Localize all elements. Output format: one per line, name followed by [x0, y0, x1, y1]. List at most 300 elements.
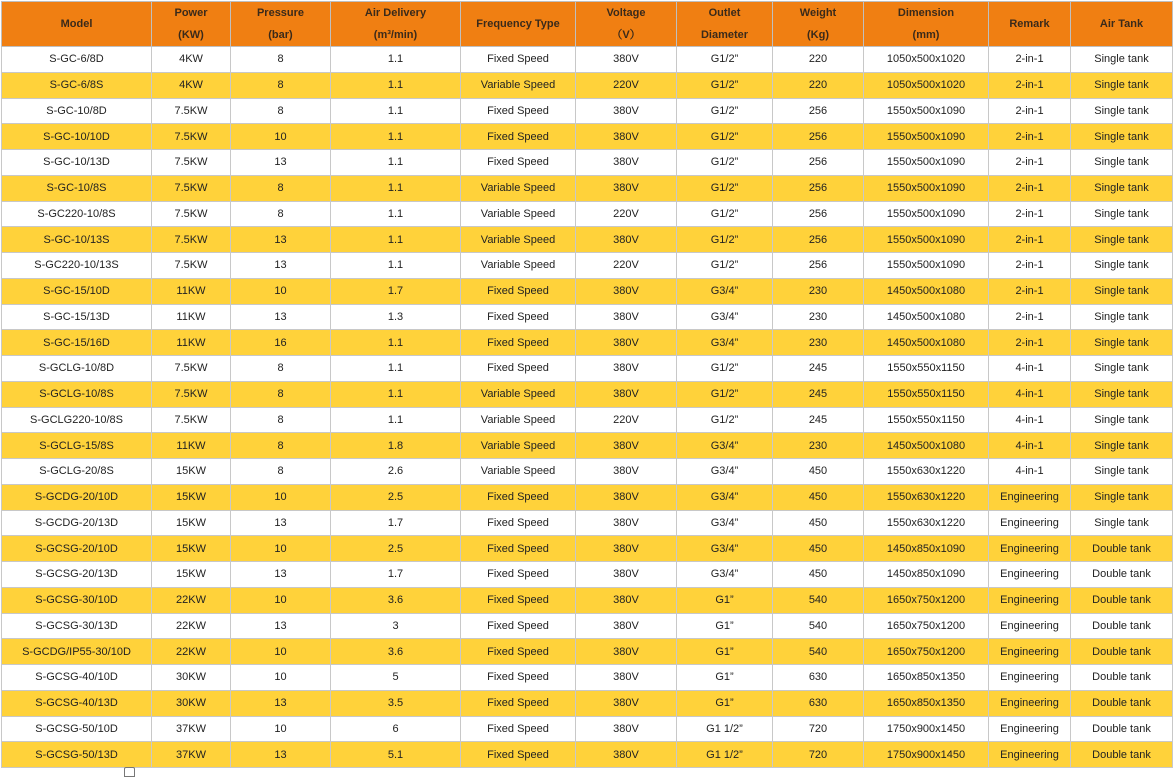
- cell-air-tank: Single tank: [1071, 381, 1173, 407]
- cell-pressure: 10: [231, 484, 331, 510]
- cell-weight: 256: [773, 227, 864, 253]
- cell-frequency-type: Fixed Speed: [461, 304, 576, 330]
- cell-air-tank: Single tank: [1071, 175, 1173, 201]
- cell-power: 11KW: [152, 278, 231, 304]
- cell-outlet-diameter: G3/4”: [677, 459, 773, 485]
- cell-remark: 2-in-1: [989, 47, 1071, 73]
- cell-pressure: 8: [231, 98, 331, 124]
- table-row: [2, 304, 1173, 330]
- cell-air-tank: Double tank: [1071, 639, 1173, 665]
- cell-dimension: 1550x500x1090: [864, 98, 989, 124]
- cell-power: 15KW: [152, 459, 231, 485]
- cell-remark: Engineering: [989, 587, 1071, 613]
- column-header-unit: Diameter: [700, 29, 749, 41]
- cell-air-tank: Single tank: [1071, 510, 1173, 536]
- table-row: [2, 330, 1173, 356]
- cell-frequency-type: Variable Speed: [461, 433, 576, 459]
- cell-power: 7.5KW: [152, 227, 231, 253]
- cell-voltage: 380V: [576, 510, 677, 536]
- cell-frequency-type: Fixed Speed: [461, 639, 576, 665]
- table-row: [2, 381, 1173, 407]
- cell-voltage: 380V: [576, 562, 677, 588]
- cell-air-tank: Single tank: [1071, 459, 1173, 485]
- cell-remark: Engineering: [989, 716, 1071, 742]
- cell-weight: 630: [773, 690, 864, 716]
- table-row: [2, 433, 1173, 459]
- cell-dimension: 1650x750x1200: [864, 587, 989, 613]
- cell-voltage: 380V: [576, 433, 677, 459]
- table-body: [2, 47, 1173, 768]
- cell-model: S-GC-10/13S: [2, 227, 152, 253]
- cell-model: S-GCLG-10/8D: [2, 356, 152, 382]
- cell-model: S-GC-15/13D: [2, 304, 152, 330]
- cell-air-delivery: 1.1: [331, 98, 461, 124]
- cell-model: S-GC220-10/8S: [2, 201, 152, 227]
- cell-power: 7.5KW: [152, 253, 231, 279]
- cell-pressure: 13: [231, 510, 331, 536]
- cell-weight: 450: [773, 484, 864, 510]
- column-header-label: Pressure: [256, 7, 305, 19]
- cell-model: S-GCDG-20/10D: [2, 484, 152, 510]
- cell-weight: 230: [773, 304, 864, 330]
- cell-air-tank: Single tank: [1071, 253, 1173, 279]
- cell-remark: 2-in-1: [989, 304, 1071, 330]
- cell-pressure: 13: [231, 304, 331, 330]
- column-header-unit: (m³/min): [373, 29, 418, 41]
- table-row: [2, 587, 1173, 613]
- cell-weight: 540: [773, 639, 864, 665]
- column-header-dimension: [864, 2, 989, 47]
- cell-pressure: 10: [231, 536, 331, 562]
- cell-voltage: 380V: [576, 381, 677, 407]
- cell-air-tank: Single tank: [1071, 72, 1173, 98]
- cell-air-tank: Double tank: [1071, 536, 1173, 562]
- cell-pressure: 10: [231, 639, 331, 665]
- cell-outlet-diameter: G1/2”: [677, 356, 773, 382]
- table-row: [2, 124, 1173, 150]
- cell-weight: 256: [773, 150, 864, 176]
- table-row: [2, 613, 1173, 639]
- cell-voltage: 220V: [576, 407, 677, 433]
- table-row: [2, 47, 1173, 73]
- cell-remark: Engineering: [989, 665, 1071, 691]
- table-row: [2, 639, 1173, 665]
- cell-remark: Engineering: [989, 510, 1071, 536]
- cell-air-tank: Single tank: [1071, 47, 1173, 73]
- cell-pressure: 13: [231, 150, 331, 176]
- cell-air-delivery: 5.1: [331, 742, 461, 768]
- cell-model: S-GCSG-50/13D: [2, 742, 152, 768]
- cell-outlet-diameter: G1/2”: [677, 175, 773, 201]
- cell-air-tank: Single tank: [1071, 304, 1173, 330]
- cell-pressure: 8: [231, 407, 331, 433]
- cell-air-delivery: 1.1: [331, 72, 461, 98]
- cell-air-delivery: 1.1: [331, 407, 461, 433]
- cell-voltage: 220V: [576, 72, 677, 98]
- cell-weight: 230: [773, 330, 864, 356]
- cell-dimension: 1550x550x1150: [864, 356, 989, 382]
- cell-air-delivery: 1.1: [331, 227, 461, 253]
- cell-model: S-GCSG-30/13D: [2, 613, 152, 639]
- cell-outlet-diameter: G1/2”: [677, 124, 773, 150]
- cell-voltage: 380V: [576, 742, 677, 768]
- cell-pressure: 13: [231, 690, 331, 716]
- cell-model: S-GC-10/10D: [2, 124, 152, 150]
- column-header-unit: (KW): [178, 29, 204, 41]
- cell-frequency-type: Fixed Speed: [461, 124, 576, 150]
- cell-air-delivery: 1.1: [331, 330, 461, 356]
- cell-dimension: 1450x850x1090: [864, 536, 989, 562]
- cell-power: 7.5KW: [152, 124, 231, 150]
- cell-model: S-GCLG-20/8S: [2, 459, 152, 485]
- cell-frequency-type: Fixed Speed: [461, 150, 576, 176]
- cell-pressure: 13: [231, 562, 331, 588]
- table-row: [2, 201, 1173, 227]
- cell-voltage: 380V: [576, 587, 677, 613]
- cell-air-delivery: 3.5: [331, 690, 461, 716]
- cell-pressure: 8: [231, 459, 331, 485]
- column-header-label: Weight: [799, 7, 837, 19]
- cell-outlet-diameter: G1 1/2”: [677, 742, 773, 768]
- column-header-label: Frequency Type: [476, 18, 560, 30]
- cell-dimension: 1550x500x1090: [864, 227, 989, 253]
- cell-weight: 230: [773, 278, 864, 304]
- cell-air-tank: Double tank: [1071, 562, 1173, 588]
- cell-air-tank: Double tank: [1071, 716, 1173, 742]
- cell-frequency-type: Fixed Speed: [461, 47, 576, 73]
- cell-voltage: 380V: [576, 484, 677, 510]
- table-row: [2, 150, 1173, 176]
- cell-model: S-GC-6/8D: [2, 47, 152, 73]
- cell-pressure: 16: [231, 330, 331, 356]
- table-row: [2, 72, 1173, 98]
- column-header-unit: (bar): [268, 29, 293, 41]
- cell-outlet-diameter: G1/2”: [677, 72, 773, 98]
- cell-power: 15KW: [152, 484, 231, 510]
- cell-pressure: 8: [231, 47, 331, 73]
- cell-outlet-diameter: G3/4”: [677, 433, 773, 459]
- cell-power: 7.5KW: [152, 175, 231, 201]
- cell-dimension: 1650x850x1350: [864, 690, 989, 716]
- cell-model: S-GCLG-10/8S: [2, 381, 152, 407]
- cell-model: S-GCLG-15/8S: [2, 433, 152, 459]
- cell-air-delivery: 1.7: [331, 278, 461, 304]
- column-header-air-delivery: [331, 2, 461, 47]
- cell-frequency-type: Fixed Speed: [461, 484, 576, 510]
- cell-power: 7.5KW: [152, 356, 231, 382]
- cell-power: 22KW: [152, 613, 231, 639]
- cell-remark: 2-in-1: [989, 330, 1071, 356]
- cell-outlet-diameter: G1”: [677, 690, 773, 716]
- cell-frequency-type: Variable Speed: [461, 407, 576, 433]
- cell-remark: 2-in-1: [989, 124, 1071, 150]
- cell-frequency-type: Variable Speed: [461, 72, 576, 98]
- cell-dimension: 1050x500x1020: [864, 47, 989, 73]
- cell-power: 22KW: [152, 639, 231, 665]
- cell-power: 4KW: [152, 72, 231, 98]
- cell-air-delivery: 2.5: [331, 536, 461, 562]
- cell-pressure: 10: [231, 716, 331, 742]
- cell-air-delivery: 1.1: [331, 253, 461, 279]
- cell-remark: Engineering: [989, 562, 1071, 588]
- cell-air-delivery: 1.1: [331, 356, 461, 382]
- cell-power: 7.5KW: [152, 201, 231, 227]
- cell-dimension: 1550x630x1220: [864, 459, 989, 485]
- cell-remark: 2-in-1: [989, 72, 1071, 98]
- cell-pressure: 8: [231, 433, 331, 459]
- cell-remark: Engineering: [989, 613, 1071, 639]
- cell-remark: 4-in-1: [989, 407, 1071, 433]
- column-header-label: Dimension: [897, 7, 955, 19]
- column-header-pressure: [231, 2, 331, 47]
- cell-power: 7.5KW: [152, 407, 231, 433]
- cell-air-tank: Single tank: [1071, 407, 1173, 433]
- cell-weight: 220: [773, 72, 864, 98]
- cell-model: S-GCLG220-10/8S: [2, 407, 152, 433]
- cell-dimension: 1450x500x1080: [864, 330, 989, 356]
- cell-air-tank: Single tank: [1071, 150, 1173, 176]
- table-row: [2, 716, 1173, 742]
- cell-dimension: 1550x550x1150: [864, 407, 989, 433]
- cell-model: S-GCSG-20/10D: [2, 536, 152, 562]
- cell-dimension: 1650x850x1350: [864, 665, 989, 691]
- cell-voltage: 380V: [576, 639, 677, 665]
- cell-dimension: 1450x500x1080: [864, 433, 989, 459]
- cell-model: S-GCSG-20/13D: [2, 562, 152, 588]
- cell-air-tank: Double tank: [1071, 613, 1173, 639]
- column-header-frequency-type: [461, 2, 576, 47]
- cell-pressure: 8: [231, 201, 331, 227]
- cell-air-delivery: 1.1: [331, 381, 461, 407]
- cell-frequency-type: Fixed Speed: [461, 510, 576, 536]
- scroll-marker-icon: [124, 767, 135, 777]
- cell-air-tank: Single tank: [1071, 98, 1173, 124]
- cell-dimension: 1550x500x1090: [864, 175, 989, 201]
- cell-frequency-type: Fixed Speed: [461, 716, 576, 742]
- cell-weight: 230: [773, 433, 864, 459]
- cell-pressure: 10: [231, 665, 331, 691]
- cell-outlet-diameter: G3/4”: [677, 510, 773, 536]
- cell-air-tank: Single tank: [1071, 278, 1173, 304]
- cell-remark: 2-in-1: [989, 98, 1071, 124]
- table-row: [2, 742, 1173, 768]
- column-header-power: [152, 2, 231, 47]
- cell-air-delivery: 3.6: [331, 587, 461, 613]
- cell-remark: 2-in-1: [989, 253, 1071, 279]
- cell-voltage: 380V: [576, 98, 677, 124]
- cell-outlet-diameter: G1”: [677, 587, 773, 613]
- cell-air-tank: Single tank: [1071, 356, 1173, 382]
- cell-pressure: 10: [231, 278, 331, 304]
- cell-dimension: 1550x500x1090: [864, 201, 989, 227]
- cell-remark: 2-in-1: [989, 175, 1071, 201]
- cell-weight: 540: [773, 587, 864, 613]
- cell-pressure: 8: [231, 72, 331, 98]
- column-header-label: Voltage: [606, 7, 646, 19]
- cell-air-delivery: 1.7: [331, 510, 461, 536]
- cell-air-tank: Double tank: [1071, 690, 1173, 716]
- cell-air-tank: Single tank: [1071, 201, 1173, 227]
- column-header-model: [2, 2, 152, 47]
- cell-outlet-diameter: G1 1/2”: [677, 716, 773, 742]
- cell-outlet-diameter: G1/2”: [677, 407, 773, 433]
- table-row: [2, 562, 1173, 588]
- cell-voltage: 380V: [576, 716, 677, 742]
- table-row: [2, 665, 1173, 691]
- cell-air-delivery: 1.1: [331, 150, 461, 176]
- cell-model: S-GCDG-20/13D: [2, 510, 152, 536]
- cell-weight: 245: [773, 381, 864, 407]
- cell-voltage: 380V: [576, 613, 677, 639]
- cell-voltage: 380V: [576, 330, 677, 356]
- cell-outlet-diameter: G3/4”: [677, 484, 773, 510]
- table-row: [2, 356, 1173, 382]
- cell-air-tank: Single tank: [1071, 484, 1173, 510]
- cell-weight: 450: [773, 510, 864, 536]
- cell-remark: 2-in-1: [989, 278, 1071, 304]
- column-header-weight: [773, 2, 864, 47]
- cell-voltage: 380V: [576, 47, 677, 73]
- cell-outlet-diameter: G3/4”: [677, 536, 773, 562]
- cell-pressure: 13: [231, 613, 331, 639]
- column-header-unit: （V）: [611, 29, 641, 41]
- cell-remark: 2-in-1: [989, 201, 1071, 227]
- cell-model: S-GC220-10/13S: [2, 253, 152, 279]
- cell-frequency-type: Fixed Speed: [461, 278, 576, 304]
- cell-voltage: 220V: [576, 253, 677, 279]
- cell-pressure: 8: [231, 381, 331, 407]
- cell-frequency-type: Variable Speed: [461, 253, 576, 279]
- column-header-unit: (Kg): [807, 29, 829, 41]
- cell-model: S-GC-15/10D: [2, 278, 152, 304]
- cell-model: S-GCDG/IP55-30/10D: [2, 639, 152, 665]
- cell-air-delivery: 1.1: [331, 201, 461, 227]
- cell-model: S-GCSG-50/10D: [2, 716, 152, 742]
- cell-power: 15KW: [152, 510, 231, 536]
- cell-outlet-diameter: G1/2”: [677, 201, 773, 227]
- cell-air-tank: Single tank: [1071, 227, 1173, 253]
- column-header-label: Air Tank: [1099, 18, 1144, 30]
- table-row: [2, 227, 1173, 253]
- column-header-label: Remark: [1009, 18, 1050, 30]
- cell-weight: 450: [773, 459, 864, 485]
- cell-dimension: 1650x750x1200: [864, 613, 989, 639]
- cell-remark: 4-in-1: [989, 381, 1071, 407]
- table-row: [2, 98, 1173, 124]
- column-header-air-tank: [1071, 2, 1173, 47]
- cell-voltage: 380V: [576, 690, 677, 716]
- cell-voltage: 380V: [576, 356, 677, 382]
- cell-model: S-GC-10/13D: [2, 150, 152, 176]
- cell-power: 15KW: [152, 562, 231, 588]
- cell-power: 15KW: [152, 536, 231, 562]
- cell-model: S-GCSG-30/10D: [2, 587, 152, 613]
- cell-frequency-type: Variable Speed: [461, 459, 576, 485]
- column-header-outlet-diameter: [677, 2, 773, 47]
- cell-pressure: 10: [231, 124, 331, 150]
- cell-air-tank: Double tank: [1071, 587, 1173, 613]
- cell-air-tank: Double tank: [1071, 742, 1173, 768]
- cell-dimension: 1450x500x1080: [864, 278, 989, 304]
- cell-remark: Engineering: [989, 690, 1071, 716]
- cell-dimension: 1550x500x1090: [864, 150, 989, 176]
- cell-dimension: 1450x500x1080: [864, 304, 989, 330]
- cell-power: 30KW: [152, 665, 231, 691]
- cell-remark: 2-in-1: [989, 150, 1071, 176]
- cell-air-delivery: 2.5: [331, 484, 461, 510]
- cell-air-delivery: 1.1: [331, 47, 461, 73]
- cell-model: S-GC-10/8D: [2, 98, 152, 124]
- table-row: [2, 459, 1173, 485]
- cell-weight: 450: [773, 562, 864, 588]
- table-row: [2, 484, 1173, 510]
- cell-outlet-diameter: G3/4”: [677, 278, 773, 304]
- cell-power: 11KW: [152, 330, 231, 356]
- cell-power: 7.5KW: [152, 98, 231, 124]
- cell-outlet-diameter: G3/4”: [677, 562, 773, 588]
- cell-voltage: 380V: [576, 459, 677, 485]
- cell-weight: 450: [773, 536, 864, 562]
- cell-frequency-type: Fixed Speed: [461, 613, 576, 639]
- cell-frequency-type: Variable Speed: [461, 201, 576, 227]
- cell-dimension: 1750x900x1450: [864, 716, 989, 742]
- column-header-voltage: [576, 2, 677, 47]
- column-header-label: Outlet: [708, 7, 741, 19]
- cell-frequency-type: Fixed Speed: [461, 562, 576, 588]
- cell-weight: 256: [773, 253, 864, 279]
- table-row: [2, 175, 1173, 201]
- cell-air-delivery: 3.6: [331, 639, 461, 665]
- cell-weight: 540: [773, 613, 864, 639]
- cell-power: 30KW: [152, 690, 231, 716]
- cell-outlet-diameter: G1/2”: [677, 381, 773, 407]
- table-row: [2, 536, 1173, 562]
- cell-frequency-type: Fixed Speed: [461, 356, 576, 382]
- cell-frequency-type: Fixed Speed: [461, 330, 576, 356]
- cell-voltage: 380V: [576, 124, 677, 150]
- cell-remark: Engineering: [989, 536, 1071, 562]
- table-row: [2, 278, 1173, 304]
- cell-remark: 4-in-1: [989, 356, 1071, 382]
- cell-air-delivery: 6: [331, 716, 461, 742]
- cell-frequency-type: Fixed Speed: [461, 665, 576, 691]
- cell-outlet-diameter: G1/2”: [677, 150, 773, 176]
- cell-air-delivery: 1.7: [331, 562, 461, 588]
- cell-outlet-diameter: G3/4”: [677, 330, 773, 356]
- cell-weight: 245: [773, 407, 864, 433]
- cell-frequency-type: Variable Speed: [461, 227, 576, 253]
- cell-pressure: 10: [231, 587, 331, 613]
- cell-weight: 630: [773, 665, 864, 691]
- cell-outlet-diameter: G1”: [677, 613, 773, 639]
- cell-frequency-type: Variable Speed: [461, 381, 576, 407]
- cell-air-tank: Single tank: [1071, 124, 1173, 150]
- cell-model: S-GC-10/8S: [2, 175, 152, 201]
- cell-air-delivery: 3: [331, 613, 461, 639]
- column-header-label: Power: [174, 7, 208, 19]
- cell-weight: 256: [773, 124, 864, 150]
- cell-dimension: 1050x500x1020: [864, 72, 989, 98]
- cell-remark: 2-in-1: [989, 227, 1071, 253]
- cell-air-tank: Single tank: [1071, 330, 1173, 356]
- cell-dimension: 1550x630x1220: [864, 484, 989, 510]
- cell-pressure: 13: [231, 742, 331, 768]
- column-header-label: Air Delivery: [364, 7, 427, 19]
- cell-power: 37KW: [152, 742, 231, 768]
- cell-weight: 720: [773, 742, 864, 768]
- cell-air-tank: Double tank: [1071, 665, 1173, 691]
- cell-frequency-type: Fixed Speed: [461, 690, 576, 716]
